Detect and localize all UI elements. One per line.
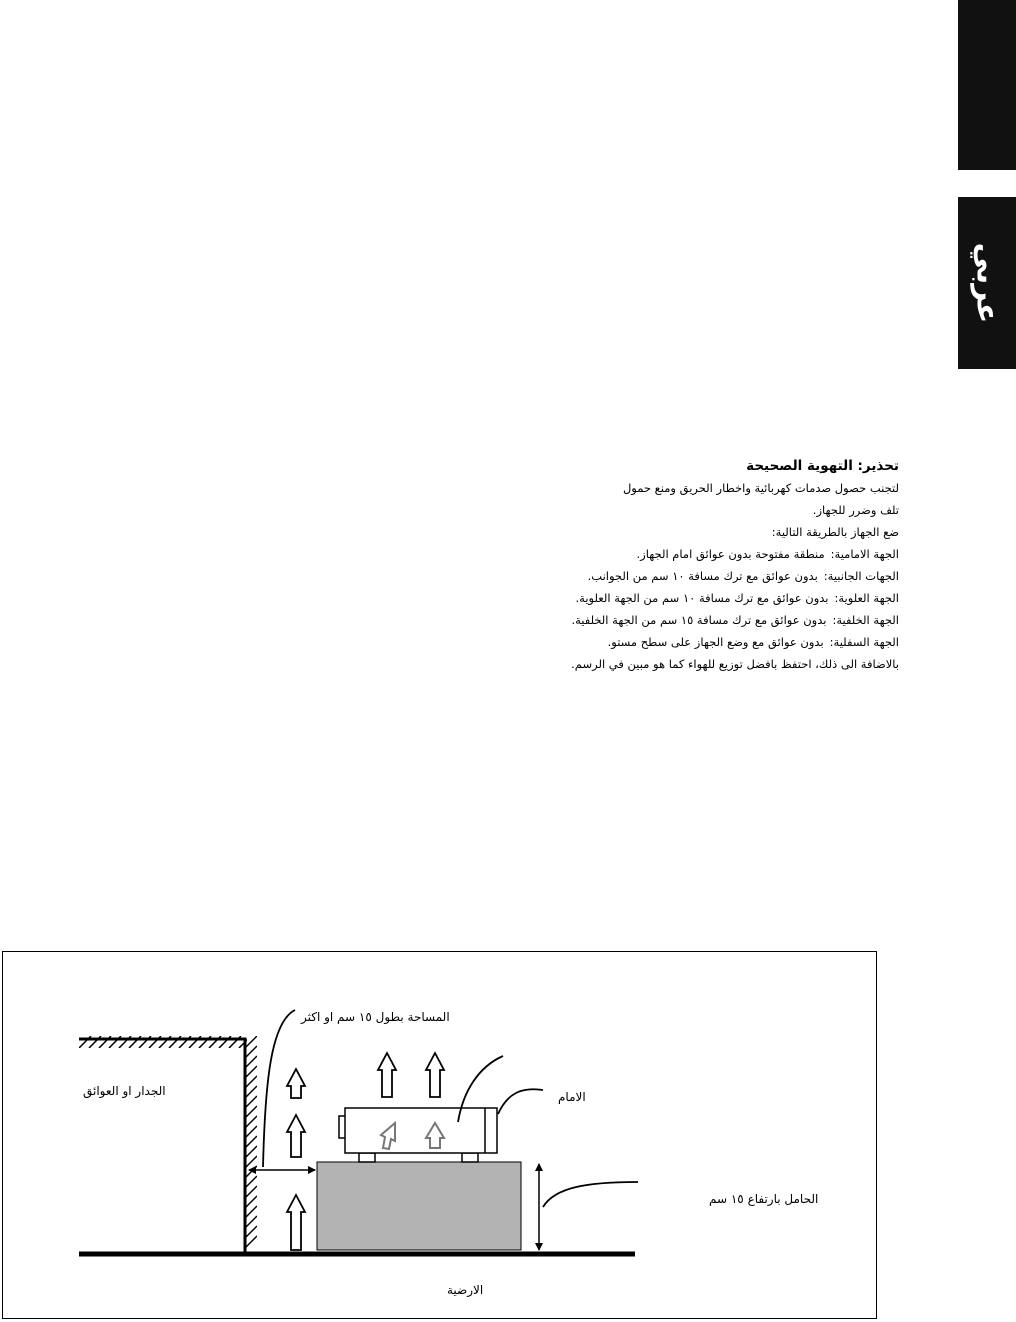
warning-item-text: منطقة مفتوحة بدون عوائق امام الجهاز.: [636, 547, 825, 561]
stand: [317, 1162, 521, 1250]
warning-line: ضع الجهاز بالطريقة التالية:: [771, 525, 899, 539]
label-wall: الجدار او العوائق: [83, 1084, 166, 1098]
warning-item-front: [439, 543, 899, 565]
warning-item-sides: [439, 565, 899, 587]
airflow-arrow: [378, 1053, 396, 1097]
label-stand: الحامل بارتفاع ١٥ سم: [709, 1192, 819, 1206]
airflow-arrow: [287, 1195, 305, 1250]
label-floor: الارضية: [447, 1283, 484, 1297]
warning-item-top: [439, 587, 899, 609]
diagram-drawing: [3, 952, 875, 1317]
airflow-arrow: [287, 1115, 305, 1157]
receiver-unit: [345, 1108, 497, 1153]
warning-item-text: بدون عوائق مع ترك مسافة ١٠ سم من الجوانب.: [587, 569, 818, 583]
side-tab-top: [958, 0, 1016, 170]
warning-item-term: الجهة العلوية:: [834, 591, 899, 605]
side-tab-language: [958, 197, 1016, 369]
warning-item-term: الجهة الخلفية:: [832, 613, 899, 627]
leader-stand: [543, 1182, 638, 1207]
label-front: الامام: [558, 1090, 586, 1104]
airflow-arrow: [287, 1069, 305, 1098]
warning-item-term: الجهة السفلية:: [829, 635, 899, 649]
warning-item-text: بدون عوائق مع ترك مسافة ١٠ سم من الجهة العلوية.: [575, 591, 829, 605]
warning-item-term: الجهة الامامية:: [830, 547, 899, 561]
airflow-arrow: [426, 1053, 444, 1097]
warning-title: تحذير: التهوية الصحيحة: [746, 458, 899, 474]
ventilation-warning: [439, 455, 899, 675]
warning-item-term: الجهات الجانبية:: [823, 569, 899, 583]
leader-front: [498, 1089, 543, 1114]
warning-closing: بالاضافة الى ذلك، احتفظ بافضل توزيع للهواء كما هو مبين في الرسم.: [571, 657, 899, 671]
warning-item-text: بدون عوائق مع وضع الجهاز على سطح مستو.: [607, 635, 824, 649]
side-tab-language-label: عربي: [969, 242, 1005, 324]
wall-hatching: [79, 1036, 257, 1248]
warning-line: تلف وضرر للجهاز.: [812, 503, 899, 517]
warning-item-bottom: [439, 631, 899, 653]
wall-outline: [79, 1039, 245, 1254]
ventilation-diagram: [2, 951, 877, 1319]
label-clearance: المساحة بطول ١٥ سم او اكثر: [301, 1010, 450, 1024]
warning-line: لتجنب حصول صدمات كهربائية واخطار الحريق ومنع حمول: [622, 481, 899, 495]
unit-foot-right: [462, 1153, 478, 1162]
warning-item-text: بدون عوائق مع ترك مسافة ١٥ سم من الجهة الخلفية.: [571, 613, 827, 627]
warning-item-rear: [439, 609, 899, 631]
unit-foot-left: [359, 1153, 375, 1162]
